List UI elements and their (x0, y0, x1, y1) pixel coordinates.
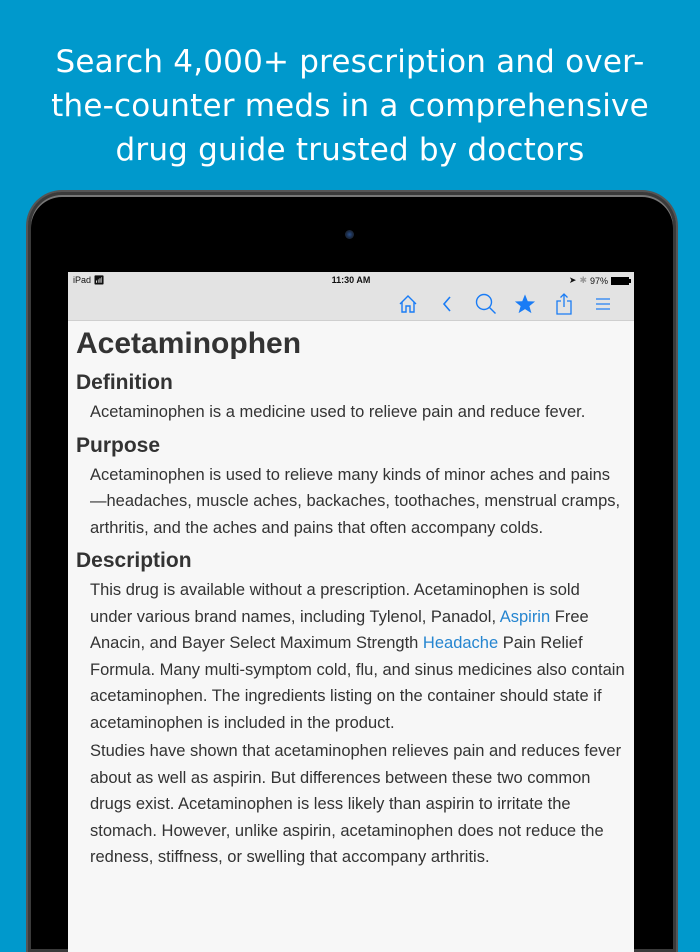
headache-link[interactable]: Headache (422, 634, 499, 652)
article-title: Acetaminophen (76, 327, 302, 360)
headline-line-3: drug guide trusted by doctors (115, 132, 585, 168)
battery-icon (611, 277, 629, 285)
share-button[interactable] (544, 288, 583, 320)
ipad-frame (26, 190, 678, 952)
section-heading-description: Description (76, 549, 192, 572)
home-icon (398, 294, 418, 314)
section-heading-purpose: Purpose (76, 433, 161, 457)
aspirin-link[interactable]: Aspirin (499, 607, 551, 626)
app-screen (68, 272, 634, 952)
search-button[interactable] (466, 288, 505, 320)
menu-icon (595, 297, 611, 311)
description-paragraph-2: Studies have shown that acetaminophen relieves pain and reduces fever about as well as aspirin. But differences between these two common drugs exist. Acetaminophen is less likely than aspirin to irritate the stomach. However, unlike aspirin, acetaminophen does not reduce the redness, stiffness, or swelling that accompany arthritis. (90, 742, 622, 866)
description-paragraph-1 (90, 577, 626, 736)
location-icon: ➤ (568, 275, 577, 285)
back-button[interactable] (427, 288, 466, 320)
toolbar (68, 288, 634, 321)
wifi-icon: 📶︎ (93, 275, 105, 285)
status-right (569, 275, 629, 286)
share-icon (555, 293, 573, 315)
definition-paragraph: Acetaminophen is a medicine used to relieve pain and reduce fever. (90, 403, 586, 421)
promo-headline (0, 40, 700, 172)
description-text: This drug is available without a prescription. Acetaminophen is sold under various brand names, including Tylenol, Panadol, (90, 581, 580, 626)
back-chevron-icon (441, 294, 453, 314)
status-time: 11:30 AM (331, 275, 371, 285)
camera-icon (345, 230, 354, 239)
purpose-paragraph: Acetaminophen is used to relieve many kinds of minor aches and pains—headaches, muscle aches, backaches, toothaches, menstrual cramps, arthritis, and the aches and pains that often accompany colds. (90, 465, 621, 537)
search-icon (475, 293, 497, 315)
article-content (68, 325, 634, 871)
home-button[interactable] (388, 288, 427, 320)
menu-button[interactable] (583, 288, 622, 320)
bluetooth-icon: ✱ (579, 275, 587, 285)
status-bar (68, 272, 634, 288)
headline-line-1: Search 4,000+ prescription and over- (55, 44, 645, 80)
headline-line-2: the-counter meds in a comprehensive (51, 88, 649, 124)
device-label: iPad (73, 275, 92, 285)
star-icon (514, 293, 536, 315)
description-text: Pain Relief Formula. Many multi-symptom cold, flu, and sinus medicines also contain acetaminophen. The ingredients listing on the container should state if acetaminophen is included in the product. (90, 634, 625, 732)
description-text: Free Anacin, and Bayer Select Maximum Strength (90, 607, 589, 652)
favorite-button[interactable] (505, 288, 544, 320)
battery-percent: 97% (589, 275, 608, 286)
section-heading-definition: Definition (76, 371, 173, 394)
